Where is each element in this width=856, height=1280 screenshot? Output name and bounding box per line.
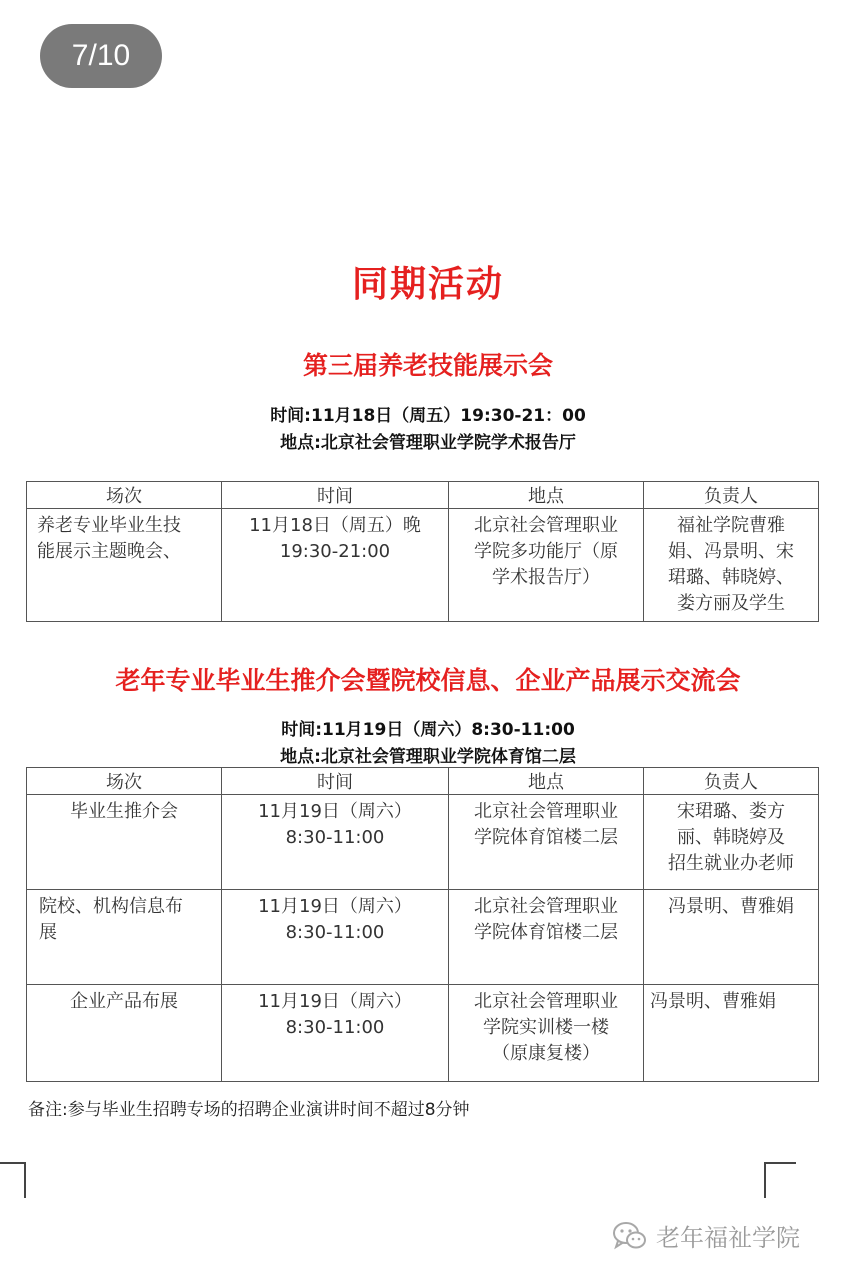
table-row	[27, 509, 819, 622]
header-owner: 负责人	[644, 482, 819, 509]
page-title: 同期活动	[351, 264, 504, 305]
table-row	[27, 795, 819, 890]
cell-place: 北京社会管理职业 学院实训楼一楼 （原康复楼）	[449, 985, 644, 1082]
cell-place: 北京社会管理职业 学院体育馆楼二层	[449, 890, 644, 985]
section1-time: 时间:11月18日（周五）19:30-21：00	[270, 406, 586, 426]
event-table-1	[26, 481, 819, 622]
cell-place: 北京社会管理职业 学院多功能厅（原 学术报告厅）	[449, 509, 644, 622]
section2-heading: 老年专业毕业生推介会暨院校信息、企业产品展示交流会	[115, 666, 741, 695]
cell-session: 企业产品布展	[27, 985, 222, 1082]
cell-owner: 宋珺璐、娄方 丽、韩晓婷及 招生就业办老师	[644, 795, 819, 890]
table-header-row	[27, 482, 819, 509]
cell-time: 11月19日（周六） 8:30-11:00	[222, 795, 449, 890]
header-owner: 负责人	[644, 768, 819, 795]
crop-mark-right	[764, 1162, 796, 1198]
header-place: 地点	[449, 768, 644, 795]
section2-time: 时间:11月19日（周六）8:30-11:00	[281, 720, 575, 740]
watermark-text: 老年福祉学院	[656, 1224, 800, 1252]
section2-place: 地点:北京社会管理职业学院体育馆二层	[280, 747, 576, 767]
cell-owner: 冯景明、曹雅娟	[644, 890, 819, 985]
wechat-icon	[612, 1221, 648, 1251]
footnote: 备注:参与毕业生招聘专场的招聘企业演讲时间不超过8分钟	[28, 1100, 470, 1120]
section1-place: 地点:北京社会管理职业学院学术报告厅	[280, 433, 576, 453]
cell-owner: 福祉学院曹雅 娟、冯景明、宋 珺璐、韩晓婷、 娄方丽及学生	[644, 509, 819, 622]
header-session: 场次	[27, 482, 222, 509]
cell-owner: 冯景明、曹雅娟	[644, 985, 819, 1082]
header-place: 地点	[449, 482, 644, 509]
table-row	[27, 890, 819, 985]
table-header-row	[27, 768, 819, 795]
cell-time: 11月18日（周五）晚 19:30-21:00	[222, 509, 449, 622]
cell-place: 北京社会管理职业 学院体育馆楼二层	[449, 795, 644, 890]
header-time: 时间	[222, 482, 449, 509]
crop-mark-left	[0, 1162, 26, 1198]
header-session: 场次	[27, 768, 222, 795]
cell-session: 毕业生推介会	[27, 795, 222, 890]
event-table-2	[26, 767, 819, 1082]
cell-session: 养老专业毕业生技 能展示主题晚会、	[27, 509, 222, 622]
watermark	[612, 1218, 800, 1253]
header-time: 时间	[222, 768, 449, 795]
page-counter-badge: 7/10	[40, 24, 162, 88]
table-row	[27, 985, 819, 1082]
section1-heading: 第三届养老技能展示会	[302, 351, 553, 380]
cell-session: 院校、机构信息布 展	[27, 890, 222, 985]
cell-time: 11月19日（周六） 8:30-11:00	[222, 890, 449, 985]
cell-time: 11月19日（周六） 8:30-11:00	[222, 985, 449, 1082]
